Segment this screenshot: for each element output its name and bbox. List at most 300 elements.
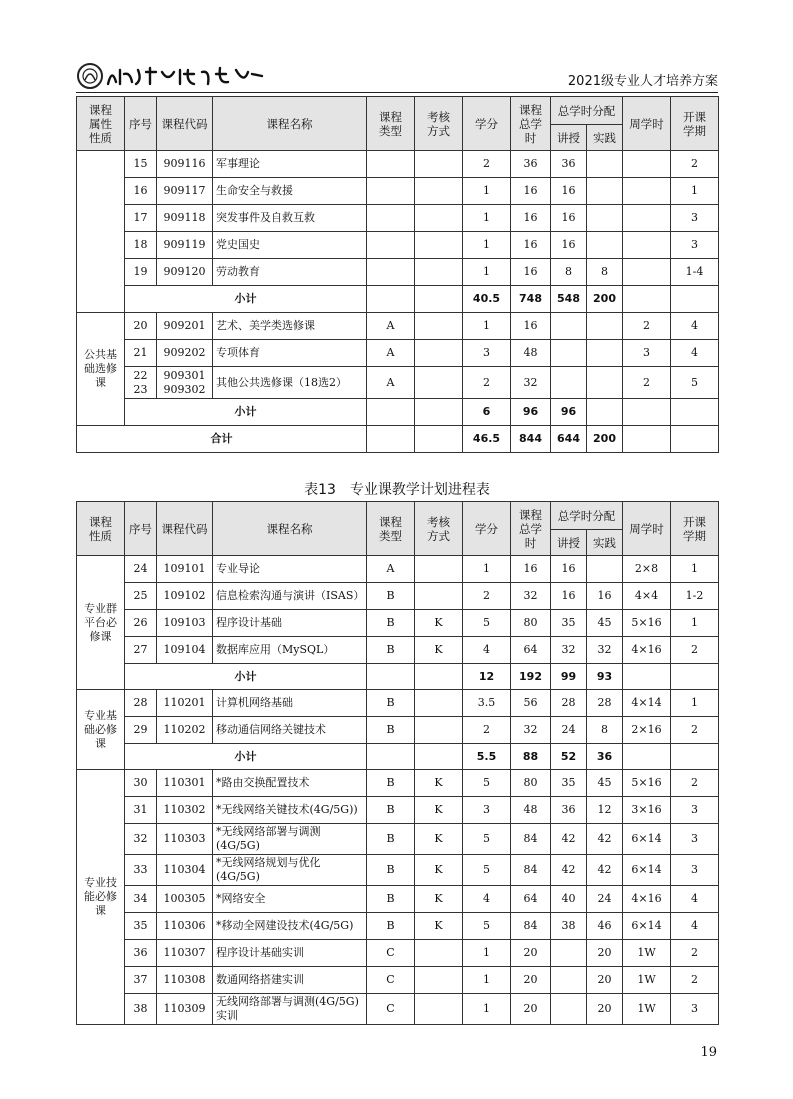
cell-term: 4 [671, 313, 719, 340]
cell-type: B [367, 855, 415, 886]
header-hours: 课程总学时 [511, 97, 551, 151]
cell-weekly: 4×4 [623, 583, 671, 610]
cell-practice: 28 [587, 690, 623, 717]
cell-code: 100305 [157, 886, 213, 913]
table-row [77, 610, 719, 637]
cell-type: A [367, 367, 415, 399]
cell-lecture: 16 [551, 232, 587, 259]
cell-code: 109101 [157, 556, 213, 583]
cell-exam: K [415, 797, 463, 824]
cell-weekly: 3 [623, 340, 671, 367]
cell-weekly [623, 205, 671, 232]
cell-hours: 32 [511, 583, 551, 610]
cell-hours: 20 [511, 967, 551, 994]
table-row [77, 232, 719, 259]
cell-type [367, 151, 415, 178]
cell-lecture [551, 967, 587, 994]
header-hours: 课程总学时 [511, 502, 551, 556]
cell-lecture [551, 313, 587, 340]
cell-name: 党史国史 [213, 232, 367, 259]
cell-credit: 1 [463, 232, 511, 259]
cell-empty [671, 744, 719, 770]
cell-seq: 35 [125, 913, 157, 940]
cell-weekly [623, 151, 671, 178]
cell-seq: 33 [125, 855, 157, 886]
cell-practice [587, 556, 623, 583]
cell-exam [415, 940, 463, 967]
subtotal-label: 小计 [125, 399, 367, 426]
cell-name: *无线网络部署与调测(4G/5G) [213, 824, 367, 855]
cell-practice: 24 [587, 886, 623, 913]
cell-type: B [367, 690, 415, 717]
cell-seq: 22 23 [125, 367, 157, 399]
cell-hours: 32 [511, 367, 551, 399]
category-cell: 专业群平台必修课 [77, 556, 125, 690]
cell-code: 909202 [157, 340, 213, 367]
subtotal-label: 合计 [77, 426, 367, 453]
cell-name: 其他公共选修课（18选2） [213, 367, 367, 399]
table-row [77, 690, 719, 717]
cell-credit: 3 [463, 340, 511, 367]
cell-lecture: 38 [551, 913, 587, 940]
cell-seq: 28 [125, 690, 157, 717]
cell-seq: 30 [125, 770, 157, 797]
cell-type: B [367, 610, 415, 637]
table-row [77, 367, 719, 399]
cell-empty [671, 664, 719, 690]
cell-seq: 36 [125, 940, 157, 967]
cell-credit: 4 [463, 637, 511, 664]
cell-seq: 29 [125, 717, 157, 744]
cell-credit: 1 [463, 556, 511, 583]
cell-hours: 36 [511, 151, 551, 178]
cell-credit: 5 [463, 855, 511, 886]
cell-exam [415, 178, 463, 205]
header-code: 课程代码 [157, 502, 213, 556]
cell-hours: 80 [511, 610, 551, 637]
cell-practice: 20 [587, 940, 623, 967]
cell-exam [415, 313, 463, 340]
cell-empty [367, 286, 415, 313]
cell-name: 移动通信网络关键技术 [213, 717, 367, 744]
table-row [77, 178, 719, 205]
cell-hours: 64 [511, 886, 551, 913]
subtotal-lecture: 548 [551, 286, 587, 313]
cell-hours: 20 [511, 994, 551, 1025]
cell-code: 109104 [157, 637, 213, 664]
subtotal-credit: 5.5 [463, 744, 511, 770]
cell-seq: 37 [125, 967, 157, 994]
subtotal-credit: 40.5 [463, 286, 511, 313]
cell-term: 4 [671, 886, 719, 913]
cell-weekly: 6×14 [623, 913, 671, 940]
cell-hours: 16 [511, 313, 551, 340]
subtotal-hours: 88 [511, 744, 551, 770]
cell-seq: 26 [125, 610, 157, 637]
page-header [76, 62, 718, 93]
cell-exam [415, 994, 463, 1025]
cell-term: 3 [671, 205, 719, 232]
cell-credit: 3.5 [463, 690, 511, 717]
cell-empty [415, 744, 463, 770]
cell-credit: 4 [463, 886, 511, 913]
table-row [77, 556, 719, 583]
cell-type [367, 205, 415, 232]
cell-empty [367, 744, 415, 770]
cell-name: 专项体育 [213, 340, 367, 367]
cell-code: 909301 909302 [157, 367, 213, 399]
cell-name: 程序设计基础 [213, 610, 367, 637]
cell-term: 5 [671, 367, 719, 399]
cell-code: 109102 [157, 583, 213, 610]
table-row [77, 717, 719, 744]
cell-practice [587, 313, 623, 340]
header-dist: 总学时分配 [551, 502, 623, 530]
cell-empty [623, 399, 671, 426]
cell-weekly [623, 232, 671, 259]
header-lecture: 讲授 [551, 530, 587, 556]
subtotal-lecture: 52 [551, 744, 587, 770]
subtotal-practice: 36 [587, 744, 623, 770]
cell-name: *无线网络规划与优化(4G/5G) [213, 855, 367, 886]
cell-credit: 5 [463, 770, 511, 797]
cell-exam [415, 259, 463, 286]
category-cell: 专业基础必修课 [77, 690, 125, 770]
cell-practice: 20 [587, 994, 623, 1025]
cell-name: 军事理论 [213, 151, 367, 178]
cell-term: 4 [671, 340, 719, 367]
cell-term: 3 [671, 824, 719, 855]
cell-lecture [551, 367, 587, 399]
cell-practice [587, 151, 623, 178]
cell-code: 909117 [157, 178, 213, 205]
cell-term: 1 [671, 610, 719, 637]
subtotal-credit: 46.5 [463, 426, 511, 453]
cell-code: 110304 [157, 855, 213, 886]
cell-seq: 38 [125, 994, 157, 1025]
header-term: 开课学期 [671, 502, 719, 556]
cell-weekly: 3×16 [623, 797, 671, 824]
cell-practice: 45 [587, 610, 623, 637]
cell-name: 数通网络搭建实训 [213, 967, 367, 994]
cell-name: *网络安全 [213, 886, 367, 913]
cell-exam [415, 690, 463, 717]
subtotal-lecture: 99 [551, 664, 587, 690]
cell-lecture: 35 [551, 610, 587, 637]
cell-exam [415, 967, 463, 994]
cell-type: A [367, 556, 415, 583]
cell-empty [415, 286, 463, 313]
cell-code: 110303 [157, 824, 213, 855]
table-row [77, 855, 719, 886]
table-row [77, 313, 719, 340]
cell-code: 909118 [157, 205, 213, 232]
cell-name: *路由交换配置技术 [213, 770, 367, 797]
header-practice: 实践 [587, 530, 623, 556]
cell-type: C [367, 940, 415, 967]
cell-exam: K [415, 637, 463, 664]
cell-hours: 48 [511, 797, 551, 824]
category-cell: 专业技能必修课 [77, 770, 125, 1025]
header-lecture: 讲授 [551, 125, 587, 151]
cell-practice [587, 367, 623, 399]
cell-seq: 18 [125, 232, 157, 259]
cell-credit: 5 [463, 610, 511, 637]
cell-type: B [367, 886, 415, 913]
table-row [77, 824, 719, 855]
cell-code: 110307 [157, 940, 213, 967]
cell-seq: 24 [125, 556, 157, 583]
cell-term: 1 [671, 556, 719, 583]
cell-hours: 80 [511, 770, 551, 797]
header-attr: 课程属性性质 [77, 97, 125, 151]
cell-code: 110306 [157, 913, 213, 940]
header-term: 开课学期 [671, 97, 719, 151]
cell-lecture: 36 [551, 151, 587, 178]
cell-credit: 1 [463, 313, 511, 340]
cell-type: B [367, 583, 415, 610]
category-cell: 公共基础选修课 [77, 313, 125, 426]
cell-type: B [367, 717, 415, 744]
subtotal-practice [587, 399, 623, 426]
cell-practice [587, 178, 623, 205]
cell-type [367, 232, 415, 259]
cell-practice: 20 [587, 967, 623, 994]
header-seq: 序号 [125, 97, 157, 151]
table-row [77, 637, 719, 664]
subtotal-row [77, 399, 719, 426]
header-exam: 考核方式 [415, 502, 463, 556]
cell-credit: 1 [463, 178, 511, 205]
cell-type: B [367, 824, 415, 855]
cell-hours: 84 [511, 824, 551, 855]
cell-seq: 32 [125, 824, 157, 855]
cell-empty [671, 286, 719, 313]
cell-exam [415, 151, 463, 178]
cell-lecture: 42 [551, 824, 587, 855]
cell-hours: 84 [511, 913, 551, 940]
cell-exam: K [415, 913, 463, 940]
cell-hours: 16 [511, 232, 551, 259]
cell-empty [623, 664, 671, 690]
cell-code: 909201 [157, 313, 213, 340]
cell-empty [623, 744, 671, 770]
cell-type: A [367, 313, 415, 340]
table-row [77, 583, 719, 610]
cell-name: 程序设计基础实训 [213, 940, 367, 967]
subtotal-lecture: 96 [551, 399, 587, 426]
cell-credit: 5 [463, 824, 511, 855]
cell-code: 110309 [157, 994, 213, 1025]
cell-type: B [367, 913, 415, 940]
header-credit: 学分 [463, 502, 511, 556]
cell-empty [671, 426, 719, 453]
cell-empty [415, 426, 463, 453]
subtotal-practice: 93 [587, 664, 623, 690]
cell-empty [367, 399, 415, 426]
cell-weekly: 4×16 [623, 886, 671, 913]
cell-exam [415, 556, 463, 583]
cell-lecture: 16 [551, 556, 587, 583]
cell-hours: 84 [511, 855, 551, 886]
table-caption: 表13 专业课教学计划进程表 [304, 482, 490, 498]
cell-seq: 31 [125, 797, 157, 824]
cell-type: B [367, 770, 415, 797]
cell-hours: 16 [511, 556, 551, 583]
cell-seq: 20 [125, 313, 157, 340]
cell-term: 2 [671, 770, 719, 797]
cell-credit: 1 [463, 259, 511, 286]
cell-type [367, 259, 415, 286]
header-weekly: 周学时 [623, 502, 671, 556]
cell-lecture [551, 994, 587, 1025]
header-seq: 序号 [125, 502, 157, 556]
cell-seq: 16 [125, 178, 157, 205]
cell-name: 计算机网络基础 [213, 690, 367, 717]
cell-hours: 64 [511, 637, 551, 664]
cell-practice: 32 [587, 637, 623, 664]
cell-practice: 45 [587, 770, 623, 797]
cell-type: A [367, 340, 415, 367]
subtotal-hours: 96 [511, 399, 551, 426]
cell-credit: 2 [463, 583, 511, 610]
page-number: 19 [700, 1045, 717, 1060]
table-row [77, 259, 719, 286]
cell-name: 无线网络部署与调测(4G/5G)实训 [213, 994, 367, 1025]
cell-exam [415, 232, 463, 259]
cell-term: 1-2 [671, 583, 719, 610]
table-row [77, 913, 719, 940]
cell-code: 110202 [157, 717, 213, 744]
subtotal-hours: 192 [511, 664, 551, 690]
cell-practice [587, 340, 623, 367]
cell-weekly [623, 178, 671, 205]
table-row [77, 151, 719, 178]
cell-weekly: 2 [623, 367, 671, 399]
cell-practice: 12 [587, 797, 623, 824]
cell-lecture: 28 [551, 690, 587, 717]
table-row [77, 205, 719, 232]
header-code: 课程代码 [157, 97, 213, 151]
cell-lecture: 16 [551, 205, 587, 232]
cell-hours: 16 [511, 259, 551, 286]
cell-exam [415, 717, 463, 744]
cell-code: 909120 [157, 259, 213, 286]
cell-seq: 17 [125, 205, 157, 232]
cell-name: 突发事件及自救互救 [213, 205, 367, 232]
cell-hours: 16 [511, 178, 551, 205]
subtotal-credit: 12 [463, 664, 511, 690]
cell-term: 1 [671, 178, 719, 205]
cell-weekly: 4×16 [623, 637, 671, 664]
cell-hours: 16 [511, 205, 551, 232]
cell-exam [415, 583, 463, 610]
subtotal-hours: 844 [511, 426, 551, 453]
cell-practice: 16 [587, 583, 623, 610]
subtotal-row [77, 664, 719, 690]
cell-weekly: 2×8 [623, 556, 671, 583]
cell-code: 109103 [157, 610, 213, 637]
cell-name: 劳动教育 [213, 259, 367, 286]
subtotal-row [77, 286, 719, 313]
cell-lecture [551, 940, 587, 967]
cell-exam: K [415, 610, 463, 637]
cell-term: 2 [671, 940, 719, 967]
cell-lecture: 8 [551, 259, 587, 286]
cell-weekly: 2 [623, 313, 671, 340]
subtotal-practice: 200 [587, 286, 623, 313]
cell-empty [623, 286, 671, 313]
subtotal-row [77, 426, 719, 453]
cell-lecture: 24 [551, 717, 587, 744]
cell-term: 1 [671, 690, 719, 717]
cell-credit: 2 [463, 717, 511, 744]
header-dist: 总学时分配 [551, 97, 623, 125]
cell-lecture: 40 [551, 886, 587, 913]
cell-credit: 1 [463, 994, 511, 1025]
cell-code: 110301 [157, 770, 213, 797]
cell-type [367, 178, 415, 205]
cell-weekly: 1W [623, 967, 671, 994]
cell-empty [623, 426, 671, 453]
cell-name: *无线网络关键技术(4G/5G)) [213, 797, 367, 824]
cell-weekly: 1W [623, 994, 671, 1025]
cell-exam: K [415, 886, 463, 913]
table-row [77, 940, 719, 967]
cell-code: 110308 [157, 967, 213, 994]
cell-exam: K [415, 824, 463, 855]
cell-type: C [367, 994, 415, 1025]
cell-practice [587, 232, 623, 259]
cell-type: B [367, 797, 415, 824]
cell-name: 艺术、美学类选修课 [213, 313, 367, 340]
cell-credit: 2 [463, 367, 511, 399]
table-row [77, 967, 719, 994]
cell-seq: 19 [125, 259, 157, 286]
cell-lecture: 32 [551, 637, 587, 664]
college-logo-icon [76, 62, 276, 90]
cell-name: 信息检索沟通与演讲（ISAS） [213, 583, 367, 610]
cell-credit: 1 [463, 940, 511, 967]
cell-weekly: 5×16 [623, 770, 671, 797]
cell-seq: 21 [125, 340, 157, 367]
cell-credit: 1 [463, 967, 511, 994]
cell-lecture: 36 [551, 797, 587, 824]
subtotal-label: 小计 [125, 744, 367, 770]
cell-hours: 20 [511, 940, 551, 967]
cell-term: 2 [671, 717, 719, 744]
header-exam: 考核方式 [415, 97, 463, 151]
header-name: 课程名称 [213, 502, 367, 556]
cell-exam: K [415, 770, 463, 797]
cell-credit: 5 [463, 913, 511, 940]
cell-term: 3 [671, 232, 719, 259]
cell-practice: 42 [587, 855, 623, 886]
cell-practice: 8 [587, 717, 623, 744]
cell-term: 3 [671, 855, 719, 886]
document-title: 2021级专业人才培养方案 [567, 74, 718, 89]
table-row [77, 797, 719, 824]
cell-credit: 1 [463, 205, 511, 232]
cell-seq: 15 [125, 151, 157, 178]
cell-weekly: 6×14 [623, 855, 671, 886]
subtotal-label: 小计 [125, 664, 367, 690]
cell-lecture: 35 [551, 770, 587, 797]
public-courses-table [76, 96, 719, 453]
professional-courses-table [76, 501, 719, 1025]
cell-exam [415, 367, 463, 399]
cell-weekly [623, 259, 671, 286]
